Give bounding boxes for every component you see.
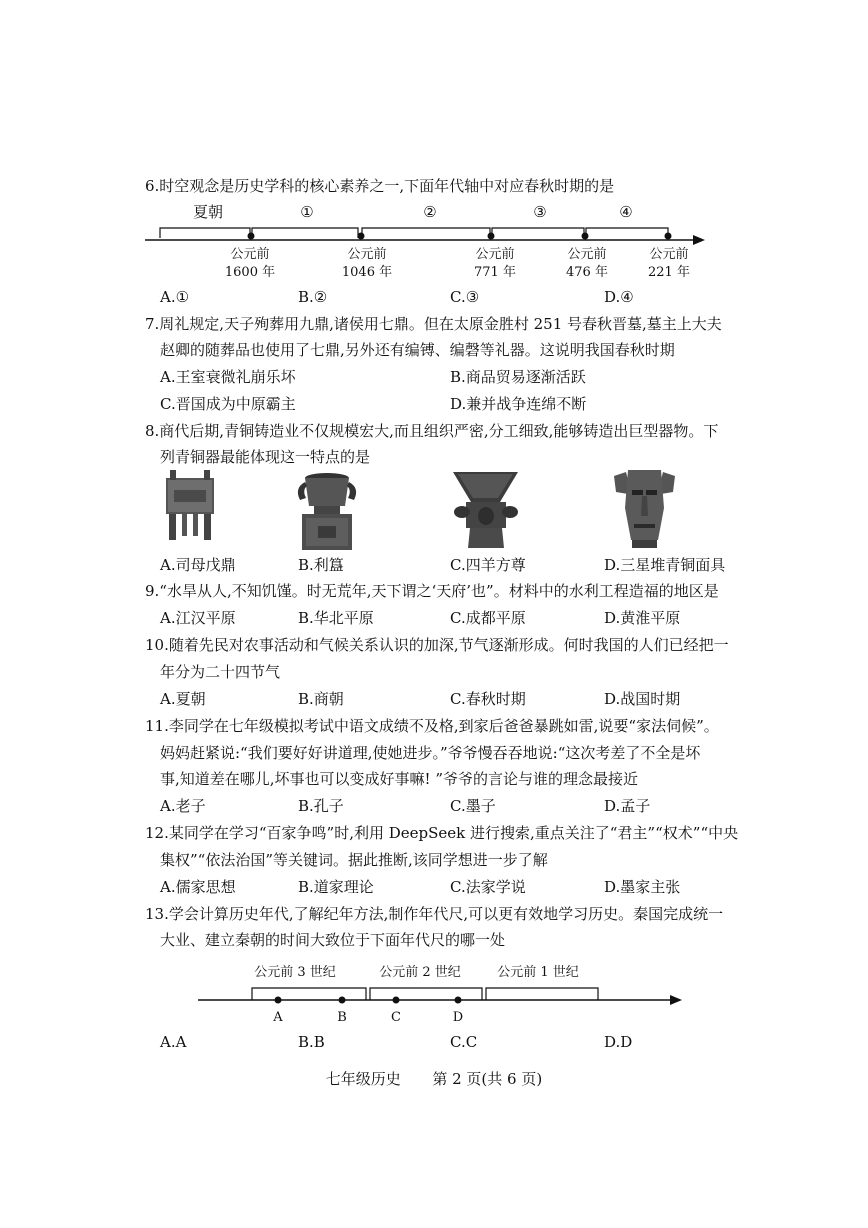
point-label: C (391, 1010, 401, 1025)
q10-stem-line1: 10.随着先民对农事活动和气候关系认识的加深,节气逐渐形成。何时我国的人们已经把一 (145, 636, 729, 654)
li-gui-image (292, 468, 362, 553)
q10-option-a[interactable]: A.夏朝 (160, 690, 206, 708)
q11-stem-line2: 妈妈赶紧说:“我们要好好讲道理,使她进步。”爷爷慢吞吞地说:“这次考差了不全是坏 (160, 744, 701, 762)
q13-option-b[interactable]: B.B (298, 1033, 325, 1051)
q12-option-c[interactable]: C.法家学说 (450, 878, 526, 896)
q9-option-a[interactable]: A.江汉平原 (160, 609, 236, 627)
q13-option-d[interactable]: D.D (604, 1033, 633, 1051)
q9-option-c[interactable]: C.成都平原 (450, 609, 526, 627)
date-label: 221 年 (648, 265, 690, 280)
q13-stem-line1: 13.学会计算历史年代,了解纪年方法,制作年代尺,可以更有效地学习历史。秦国完成统一 (145, 905, 724, 923)
q6-option-d[interactable]: D.④ (604, 288, 634, 306)
timeline-point-d (455, 997, 462, 1004)
q11-stem-line3: 事,知道差在哪儿,坏事也可以变成好事嘛! ”爷爷的言论与谁的理念最接近 (160, 770, 639, 788)
timeline-point (488, 233, 495, 240)
timeline-point (582, 233, 589, 240)
date-label: 公元前 (347, 247, 387, 262)
q8-option-c[interactable]: C.四羊方尊 (450, 556, 526, 574)
page-footer (0, 1068, 868, 1089)
q6-option-b[interactable]: B.② (298, 288, 328, 306)
point-label: B (337, 1010, 347, 1025)
q11-stem-line1: 11.李同学在七年级模拟考试中语文成绩不及格,到家后爸爸暴跳如雷,说要“家法伺候”。 (145, 717, 719, 735)
date-label: 公元前 (230, 247, 270, 262)
q10-stem-line2: 年分为二十四节气 (160, 663, 281, 681)
footer-subject: 七年级历史 (325, 1070, 401, 1088)
q12-stem-line2: 集权”“依法治国”等关键词。据此推断,该同学想进一步了解 (160, 851, 548, 869)
footer-page-number: 第 2 页(共 6 页) (432, 1070, 543, 1088)
timeline-point-b (339, 997, 346, 1004)
q12-option-a[interactable]: A.儒家思想 (160, 878, 236, 896)
date-label: 476 年 (566, 265, 608, 280)
timeline-point (358, 233, 365, 240)
q7-option-c[interactable]: C.晋国成为中原霸主 (160, 395, 296, 413)
segment-label: ② (423, 203, 437, 221)
q13-option-a[interactable]: A.A (160, 1033, 187, 1051)
q8-stem-line1: 8.商代后期,青铜铸造业不仅规模宏大,而且组织严密,分工细致,能够铸造出巨型器物。下 (145, 422, 719, 440)
date-label: 771 年 (474, 265, 516, 280)
q11-option-b[interactable]: B.孔子 (298, 797, 344, 815)
q9-stem: 9.“水旱从人,不知饥馑。时无荒年,天下谓之‘天府’也”。材料中的水利工程造福的地区是 (145, 582, 719, 600)
q13-option-c[interactable]: C.C (450, 1033, 478, 1051)
q12-option-d[interactable]: D.墨家主张 (604, 878, 681, 896)
timeline-point-c (393, 997, 400, 1004)
q6-timeline (140, 198, 720, 288)
q11-option-d[interactable]: D.孟子 (604, 797, 651, 815)
q7-stem-line2: 赵卿的随葬品也使用了七鼎,另外还有编镈、编磬等礼器。这说明我国春秋时期 (160, 341, 675, 359)
q6-option-a[interactable]: A.① (160, 288, 190, 306)
q12-option-b[interactable]: B.道家理论 (298, 878, 374, 896)
segment-label: 夏朝 (192, 203, 224, 221)
q7-stem-line1: 7.周礼规定,天子殉葬用九鼎,诸侯用七鼎。但在太原金胜村 251 号春秋晋墓,墓主上大夫 (145, 315, 722, 333)
century-label: 公元前 1 世纪 (497, 965, 579, 980)
q10-option-d[interactable]: D.战国时期 (604, 690, 681, 708)
q10-option-b[interactable]: B.商朝 (298, 690, 344, 708)
q6-stem: 6.时空观念是历史学科的核心素养之一,下面年代轴中对应春秋时期的是 (145, 177, 615, 195)
timeline-point (248, 233, 255, 240)
four-ram-square-zun-image (448, 470, 523, 550)
sanxingdui-bronze-mask-image (612, 468, 677, 550)
date-label: 公元前 (475, 247, 515, 262)
q13-timeline (190, 958, 690, 1028)
timeline-point (665, 233, 672, 240)
century-label: 公元前 2 世纪 (379, 965, 461, 980)
point-label: D (452, 1010, 464, 1025)
q11-option-a[interactable]: A.老子 (160, 797, 206, 815)
q6-option-c[interactable]: C.③ (450, 288, 480, 306)
segment-label: ④ (619, 203, 633, 221)
simuwu-ding-image (160, 470, 220, 545)
q11-option-c[interactable]: C.墨子 (450, 797, 496, 815)
q7-option-d[interactable]: D.兼并战争连绵不断 (450, 395, 587, 413)
q9-option-b[interactable]: B.华北平原 (298, 609, 374, 627)
timeline-point-a (275, 997, 282, 1004)
q7-option-b[interactable]: B.商品贸易逐渐活跃 (450, 368, 586, 386)
q10-option-c[interactable]: C.春秋时期 (450, 690, 526, 708)
q12-stem-line1: 12.某同学在学习“百家争鸣”时,利用 DeepSeek 进行搜索,重点关注了“君主”“权术”“中央 (145, 824, 739, 842)
q8-option-d[interactable]: D.三星堆青铜面具 (604, 556, 726, 574)
date-label: 1046 年 (341, 265, 393, 280)
segment-label: ③ (533, 203, 547, 221)
q13-stem-line2: 大业、建立秦朝的时间大致位于下面年代尺的哪一处 (160, 931, 506, 949)
century-label: 公元前 3 世纪 (254, 965, 336, 980)
segment-label: ① (300, 203, 314, 221)
date-label: 公元前 (649, 247, 689, 262)
q7-option-a[interactable]: A.王室衰微礼崩乐坏 (160, 368, 296, 386)
date-label: 1600 年 (224, 265, 276, 280)
point-label: A (273, 1010, 283, 1025)
q9-option-d[interactable]: D.黄淮平原 (604, 609, 681, 627)
q8-option-a[interactable]: A.司母戊鼎 (160, 556, 236, 574)
q8-stem-line2: 列青铜器最能体现这一特点的是 (160, 448, 371, 466)
date-label: 公元前 (567, 247, 607, 262)
q8-option-b[interactable]: B.利簋 (298, 556, 344, 574)
